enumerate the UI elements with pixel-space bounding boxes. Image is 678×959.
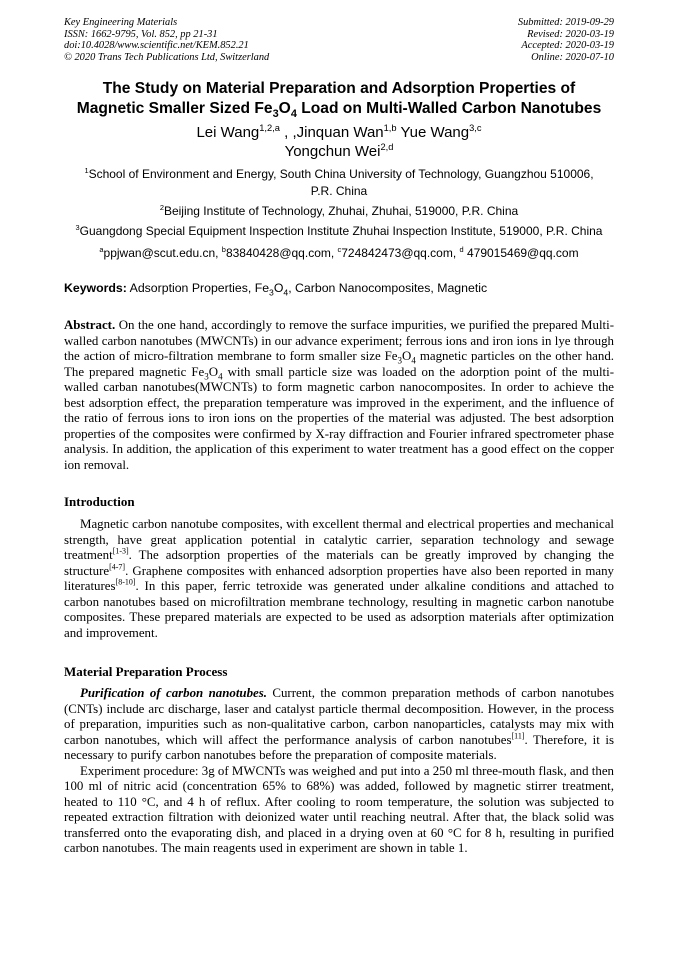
revised-date: Revised: 2020-03-19 <box>527 28 614 40</box>
purification-paragraph <box>64 686 614 764</box>
keywords-subscript: 3 <box>269 287 274 298</box>
email-mark: d <box>459 245 464 254</box>
author-separator: , , <box>279 124 297 141</box>
email-mark: c <box>337 245 342 254</box>
email-mark: b <box>221 245 226 254</box>
journal-name: Key Engineering Materials <box>64 17 178 28</box>
email-address[interactable]: 479015469@qq.com <box>463 246 579 260</box>
journal-copyright: © 2020 Trans Tech Publications Ltd, Switzerland <box>64 51 270 63</box>
author-affiliation-mark: 1,b <box>383 123 397 133</box>
journal-header <box>64 17 269 63</box>
keywords <box>64 280 487 296</box>
procedure-paragraph: Experiment procedure: 3g of MWCNTs was weighed and put into a 250 ml three-mouth flask, and then 100 ml of nitric acid (concentration 65% to 68%) was added, followed by magnetic stirrer treatment, heated to 110 °C, and 4 h of reflux. After cooling to room temperature, the solution was subjected to repeated extraction filtration with deionized water until reaching neutral. After that, the black solid was transferred onto the evaporating dish, and placed in a drying oven at 60 °C for 8 h, resulting in purified carbon nanotubes. The main reagents used in experiment are shown in table 1. <box>64 763 614 855</box>
abstract <box>64 318 614 473</box>
journal-doi: doi:10.4028/www.scientific.net/KEM.852.21 <box>64 40 249 51</box>
email-address[interactable]: ppjwan@scut.edu.cn, <box>103 246 222 260</box>
abstract-subscript: 3 <box>204 371 209 382</box>
abstract-subscript: 3 <box>397 355 403 366</box>
submitted-date: Submitted: 2019-09-29 <box>517 17 614 28</box>
title-line-2 <box>40 99 638 119</box>
title-text: Magnetic Smaller Sized Fe <box>76 100 273 117</box>
email-address[interactable]: 83840428@qq.com, <box>225 246 338 260</box>
material-preparation-heading: Material Preparation Process <box>64 664 228 679</box>
affiliation-text: School of Environment and Energy, South China University of Technology, Guangzhou 510006, <box>88 167 594 181</box>
keywords-text: O <box>273 281 284 295</box>
author-affiliation-mark: 3,c <box>469 123 482 133</box>
abstract-subscript: 4 <box>411 355 416 366</box>
paragraph-text: Magnetic carbon nanotube composites, with excellent thermal and electrical properties and mechanical strength, have great application potential in catalytic carrier, separation technology and sewage treatment <box>64 517 614 562</box>
author-list <box>40 123 638 161</box>
title-line-1: The Study on Material Preparation and Adsorption Properties of <box>102 80 576 97</box>
keywords-text: Adsorption Properties, Fe <box>126 281 270 295</box>
paragraph-text: . Therefore, it is necessary to purify carbon nanotubes before the preparation of composite materials. <box>64 732 614 762</box>
citation-ref[interactable]: [4-7] <box>109 562 126 572</box>
authors-line-1 <box>40 123 638 142</box>
affiliation-mark: 1 <box>84 166 89 175</box>
authors-line-2 <box>40 142 638 161</box>
affiliation-text: Beijing Institute of Technology, Zhuhai, Zhuhai, 519000, P.R. China <box>163 204 519 218</box>
author-name: Yue Wang <box>396 124 470 141</box>
paragraph-text: . In this paper, ferric tetroxide was generated under alkaline conditions and attached to carbon nanotubes based on microfiltration membrane technology, resulting in magnetic carbon nanotube composites. These prepared materials are expected to be used as adsorption materials after optimization and improvement. <box>64 579 614 640</box>
journal-issn: ISSN: 1662-9795, Vol. 852, pp 21-31 <box>64 28 218 40</box>
title-text: O <box>278 100 291 117</box>
affiliation-mark: 2 <box>159 203 164 212</box>
paragraph-text: . Graphene composites with enhanced adsorption properties have also been reported in many literatures <box>64 563 614 593</box>
citation-ref[interactable]: [8-10] <box>115 577 136 587</box>
author-emails <box>55 245 623 262</box>
keywords-subscript: 4 <box>283 287 289 298</box>
affiliation-text: Guangdong Special Equipment Inspection Institute Zhuhai Inspection Institute, 519000, P.R. China <box>79 224 603 238</box>
abstract-text: with small particle size was loaded on the adorption point of the multi-walled carban nanotubes(MWCNTs) to form magnetic carbon nanocomposites. In order to achieve the best adsorption effect, the preparation temperature was improved in the experiment, and the influence of the ratio of ferrous ions to iron ions on the properties of the material was adjusted. The best adsorption properties of the composites were confirmed by X-ray diffraction and Fourier infrared spectrometer phase analysis. In addition, the application of this experiment to water treatment has a good effect on the copper ion removal. <box>64 364 614 472</box>
dates-header <box>518 17 614 63</box>
affiliation-1 <box>55 166 623 200</box>
author-name: Yongchun Wei <box>284 143 381 160</box>
author-name: Jinquan Wan <box>296 124 384 141</box>
affiliation-3 <box>40 223 638 240</box>
material-preparation-section <box>64 686 614 857</box>
affiliation-mark: 3 <box>75 223 80 232</box>
title-subscript: 4 <box>290 108 297 121</box>
abstract-subscript: 4 <box>218 371 223 382</box>
affiliation-text: P.R. China <box>310 184 368 198</box>
abstract-text: magnetic particles on the other hand. The prepared magnetic Fe <box>64 349 614 379</box>
title-subscript: 3 <box>272 108 279 121</box>
email-address[interactable]: 724842473@qq.com, <box>341 246 460 260</box>
accepted-date: Accepted: 2020-03-19 <box>521 40 614 51</box>
paragraph-text: . The adsorption properties of the materials can be greatly improved by changing the structure <box>64 548 614 578</box>
title-text: Load on Multi-Walled Carbon Nanotubes <box>296 100 602 117</box>
subsection-heading: Purification of carbon nanotubes. <box>80 686 267 700</box>
affiliation-2 <box>55 203 623 220</box>
paragraph-text: Current, the common preparation methods of carbon nanotubes (CNTs) include arc discharge, laser and catalyst particle thermal decomposition. However, in the process of preparation, impurities such as non-qualitative carbon, carbon nanoparticles, catalysts may mix with carbon nanotubes, which will affect the performance analysis of carbon nanotubes <box>64 686 614 747</box>
paper-title <box>40 79 638 119</box>
introduction-heading: Introduction <box>64 494 135 509</box>
author-affiliation-mark: 2,d <box>380 142 394 152</box>
abstract-label: Abstract. <box>64 318 116 332</box>
online-date: Online: 2020-07-10 <box>531 51 614 63</box>
introduction-paragraph <box>64 517 614 641</box>
author-name: Lei Wang <box>196 124 260 141</box>
author-affiliation-mark: 1,2,a <box>259 123 280 133</box>
citation-ref[interactable]: [1-3] <box>112 546 129 556</box>
keywords-label: Keywords: <box>64 281 127 295</box>
keywords-text: , Carbon Nanocomposites, Magnetic <box>288 281 488 295</box>
abstract-text: O <box>208 364 219 379</box>
abstract-text: On the one hand, accordingly to remove the surface impurities, we purified the prepared Multi-walled carbon nanotubes (MWCNTs) in our advance experiment; ferrous ions and iron ions in lye through the action of micro-filtration membrane to form smaller size Fe <box>64 318 614 363</box>
abstract-text: O <box>402 349 412 363</box>
email-mark: a <box>99 245 104 254</box>
citation-ref[interactable]: [11] <box>511 731 525 741</box>
